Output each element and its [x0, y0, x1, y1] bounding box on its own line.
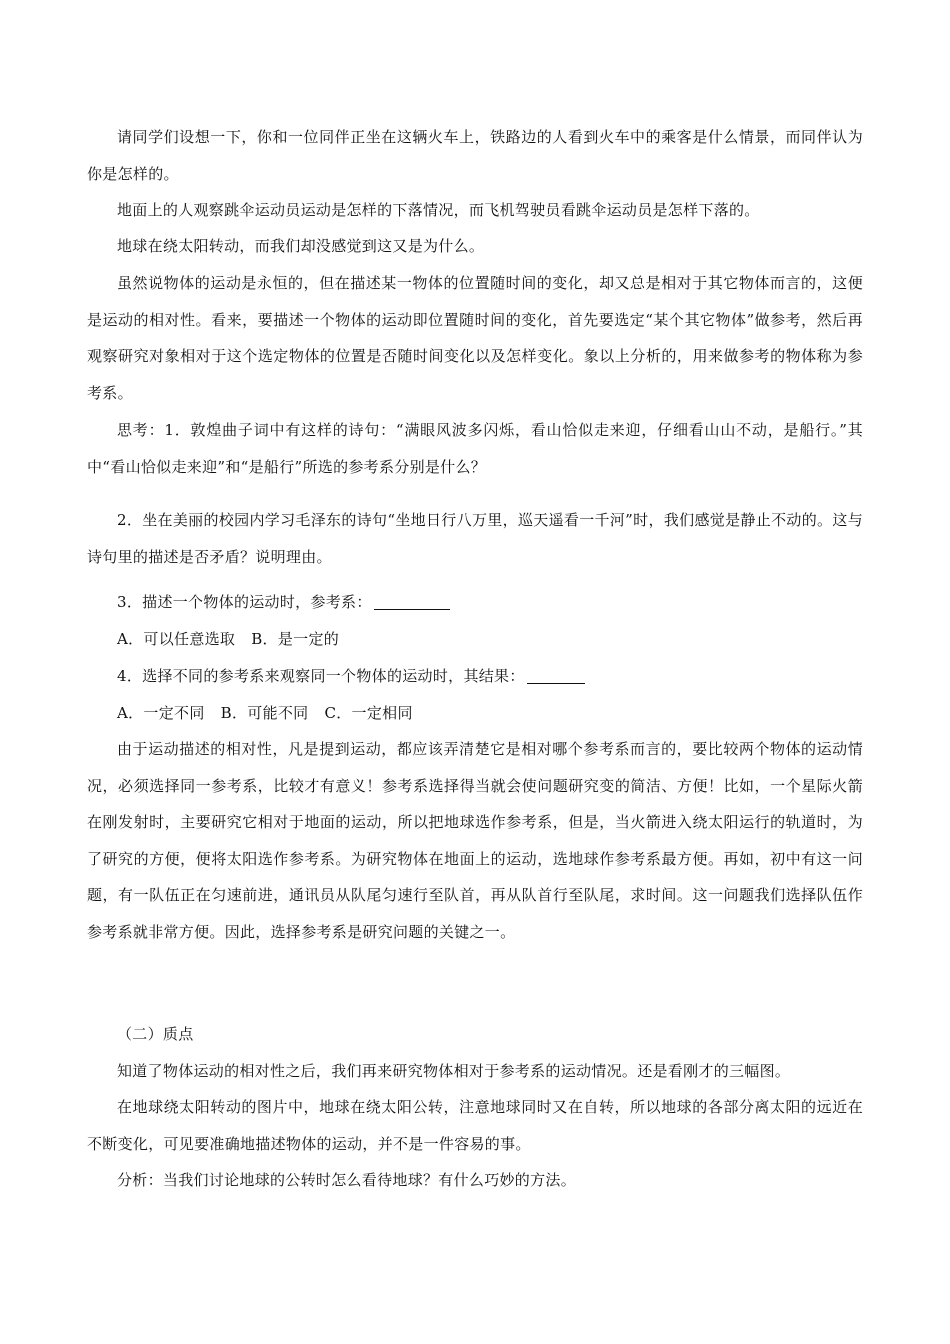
question-4-text: 4．选择不同的参考系来观察同一个物体的运动时，其结果： — [117, 667, 525, 685]
option-4a: A．一定不同 — [117, 704, 205, 722]
paragraph-earth-orbit: 在地球绕太阳转动的图片中，地球在绕太阳公转，注意地球同时又在自转，所以地球的各部分离太阳的远近在不断变化，可见要准确地描述物体的运动，并不是一件容易的事。 — [87, 1098, 863, 1153]
paragraph-question-2: 2．坐在美丽的校园内学习毛泽东的诗句“坐地日行八万里，巡天遥看一千河”时，我们感觉是静止不动的。这与诗句里的描述是否矛盾？说明理由。 — [87, 511, 863, 566]
paragraph-parachute: 地面上的人观察跳伞运动员运动是怎样的下落情况，而飞机驾驶员看跳伞运动员是怎样下落的。 — [117, 201, 760, 219]
option-4c: C．一定相同 — [324, 704, 413, 722]
paragraph-particle-intro: 知道了物体运动的相对性之后，我们再来研究物体相对于参考系的运动情况。还是看刚才的三幅图。 — [117, 1062, 791, 1080]
paragraph-question-3-options — [87, 621, 863, 658]
paragraph-question-3 — [87, 584, 863, 621]
option-3a: A．可以任意选取 — [117, 630, 236, 648]
option-4b: B．可能不同 — [220, 704, 309, 722]
paragraph-question-1: 思考：1．敦煌曲子词中有这样的诗句：“满眼风波多闪烁，看山恰似走来迎，仔细看山山不动，是船行。”其中“看山恰似走来迎”和“是船行”所选的参考系分别是什么？ — [87, 421, 863, 476]
paragraph-relativity-explanation: 由于运动描述的相对性，凡是提到运动，都应该弄清楚它是相对哪个参考系而言的，要比较两个物体的运动情况，必须选择同一参考系，比较才有意义！参考系选择得当就会使问题研究变的简洁、方便！比如，一个星际火箭在刚发射时，主要研究它相对于地面的运动，所以把地球选作参考系，但是，当火箭进入绕太阳运行的轨道时，为了研究的方便，便将太阳选作参考系。为研究物体在地面上的运动，选地球作参考系最方便。再如，初中有这一问题，有一队伍正在匀速前进，通讯员从队尾匀速行至队首，再从队首行至队尾，求时间。这一问题我们选择队伍作参考系就非常方便。因此，选择参考系是研究问题的关键之一。 — [87, 740, 863, 941]
paragraph-train-thought: 请同学们设想一下，你和一位同伴正坐在这辆火车上，铁路边的人看到火车中的乘客是什么情景，而同伴认为你是怎样的。 — [87, 128, 863, 183]
option-3b: B．是一定的 — [251, 630, 340, 648]
answer-blank-3 — [374, 593, 450, 610]
answer-blank-4 — [527, 667, 585, 684]
section-heading-particle: （二）质点 — [117, 1025, 194, 1043]
paragraph-question-4-options — [87, 695, 863, 732]
paragraph-earth-rotation: 地球在绕太阳转动，而我们却没感觉到这又是为什么。 — [117, 237, 485, 255]
paragraph-analysis: 分析：当我们讨论地球的公转时怎么看待地球？有什么巧妙的方法。 — [117, 1171, 577, 1189]
paragraph-reference-frame: 虽然说物体的运动是永恒的，但在描述某一物体的位置随时间的变化，却又总是相对于其它物体而言的，这便是运动的相对性。看来，要描述一个物体的运动即位置随时间的变化，首先要选定“某个其它物体”做参考，然后再观察研究对象相对于这个选定物体的位置是否随时间变化以及怎样变化。象以上分析的，用来做参考的物体称为参考系。 — [87, 274, 863, 402]
paragraph-question-4 — [87, 658, 863, 695]
question-3-text: 3．描述一个物体的运动时，参考系： — [117, 593, 372, 611]
